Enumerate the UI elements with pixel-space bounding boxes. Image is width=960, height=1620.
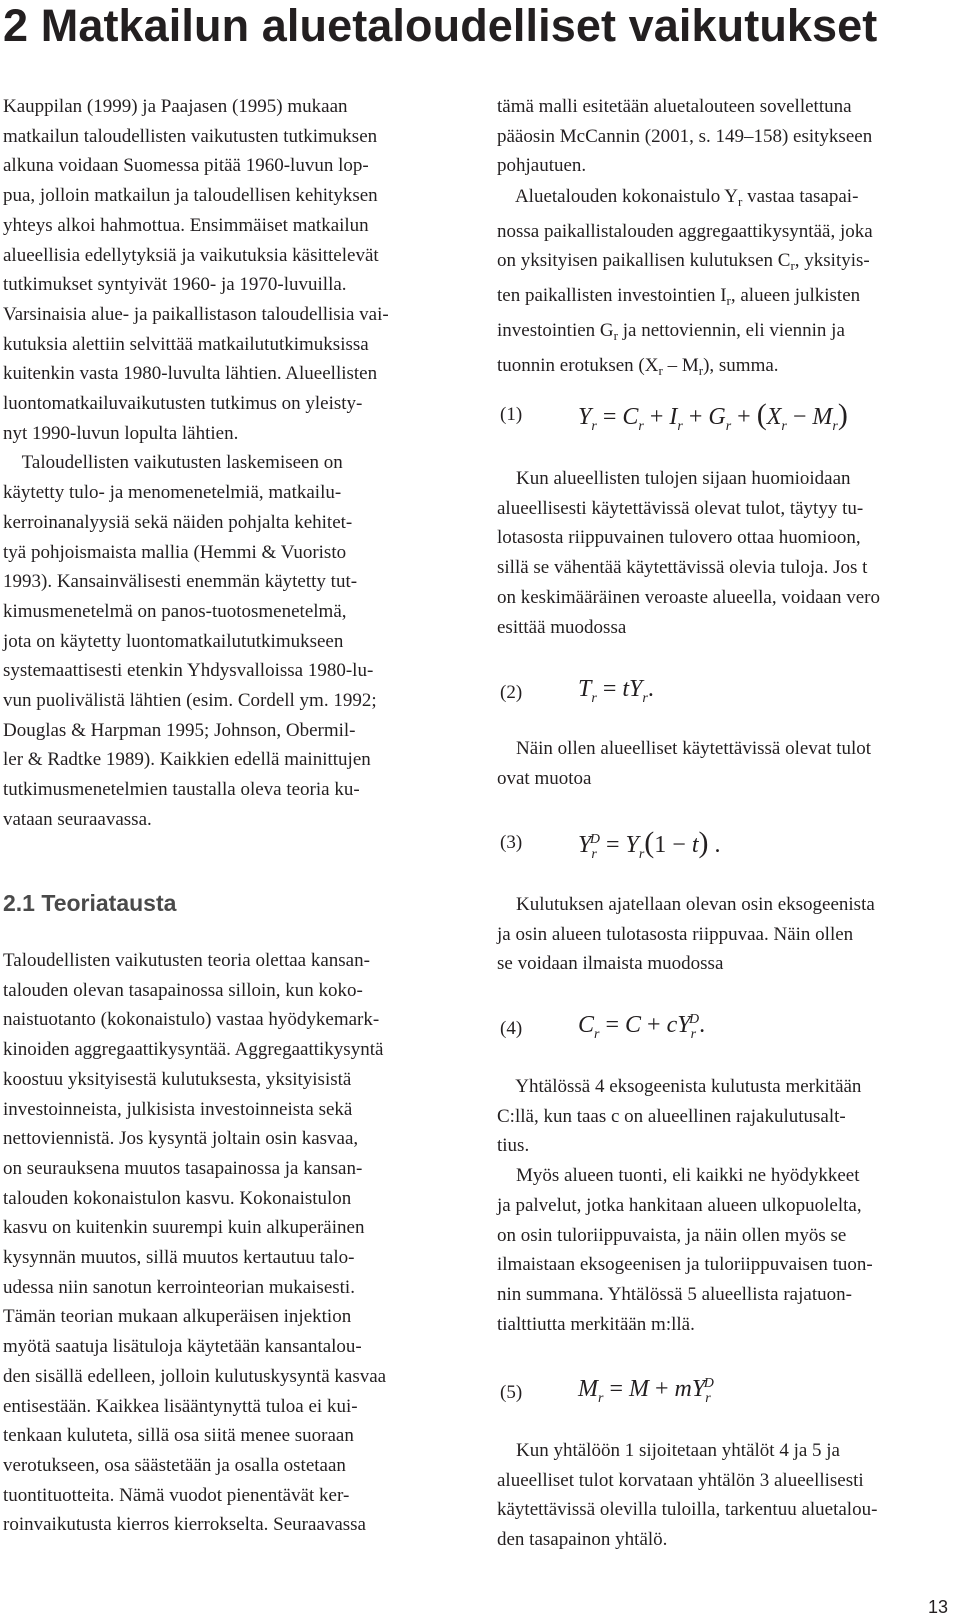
text-line: koostuu yksityisestä kulutuksesta, yksityisistä — [3, 1068, 352, 1090]
text-fragment: Aluetalouden kokonaistulo Y — [497, 186, 738, 207]
text-fragment: ten paikallisten investointien I — [497, 285, 727, 307]
equation-number: (3) — [500, 832, 523, 853]
left-column-section-text — [3, 946, 455, 1540]
text-line: esittää muodossa — [497, 616, 627, 638]
text-line — [497, 246, 957, 281]
text-line: tius. — [497, 1135, 530, 1157]
text-line: entisestään. Kaikkea lisääntynyttä tuloa ei kui- — [3, 1395, 358, 1417]
text-line: kasvu on kuitenkin suurempi kuin alkuperäinen — [3, 1217, 365, 1239]
subscript: r — [726, 293, 731, 309]
text-line: ja palvelut, jotka hankitaan alueen ulkopuolelta, — [497, 1194, 862, 1216]
text-line: tialttiutta merkitään m:llä. — [497, 1313, 695, 1335]
text-line: Varsinaisia alue- ja paikallistason taloudellisia vai- — [3, 303, 389, 325]
text-line: alueellisia edellytyksiä ja vaikutuksia käsittelevät — [3, 244, 379, 266]
text-line: udessa niin sanotun kerrointeorian mukaisesti. — [3, 1276, 355, 1298]
equation-number: (1) — [500, 404, 523, 425]
text-line: verotukseen, osa säästetään ja osalla ostetaan — [3, 1454, 346, 1476]
text-line: matkailun taloudellisten vaikutusten tutkimuksen — [3, 125, 378, 147]
equation-5 — [500, 1376, 960, 1416]
right-block-3 — [497, 464, 957, 642]
text-line: on osin tuloriippuvaista, ja näin ollen myös se — [497, 1224, 847, 1246]
text-line: se voidaan ilmaista muodossa — [497, 953, 724, 975]
text-line — [497, 281, 957, 316]
text-line: vataan seuraavassa. — [3, 808, 152, 830]
equation-formula: $T_r = tY_r$. — [578, 676, 654, 706]
equation-formula: $C_r = C + cY_r^D$. — [578, 1012, 706, 1042]
text-line: nin summana. Yhtälössä 5 alueellista rajatuon- — [497, 1283, 852, 1305]
text-line: nettoviennistä. Jos kysyntä joltain osin kasvaa, — [3, 1128, 359, 1150]
text-line: Kauppilan (1999) ja Paajasen (1995) mukaan — [3, 96, 348, 117]
text-line: pohjautuen. — [497, 155, 587, 177]
text-line: kuitenkin vasta 1980-luvulta lähtien. Alueellisten — [3, 363, 378, 385]
text-line: den sisällä edelleen, jolloin kulutuskysyntä kasvaa — [3, 1365, 387, 1387]
text-line: tutkimusmenetelmien taustalla oleva teoria ku- — [3, 779, 360, 801]
text-line: alkuna voidaan Suomessa pitää 1960-luvun lop- — [3, 155, 369, 177]
text-line — [497, 182, 957, 217]
text-line: alueelliset tulot korvataan yhtälön 3 alueellisesti — [497, 1469, 864, 1491]
text-line: Douglas & Harpman 1995; Johnson, Obermil- — [3, 719, 356, 741]
text-line: tyä pohjoismaista mallia (Hemmi & Vuoristo — [3, 541, 347, 563]
equation-1 — [500, 398, 960, 438]
equation-4 — [500, 1012, 960, 1052]
text-line — [497, 217, 957, 247]
text-fragment: tuonnin erotuksen (X — [497, 354, 659, 376]
right-block-6 — [497, 1072, 957, 1339]
text-line: C:llä, kun taas c on alueellinen rajakulutusalt- — [497, 1105, 846, 1127]
page-title: 2 Matkailun aluetaloudelliset vaikutukset — [3, 0, 878, 51]
text-line: ilmaistaan eksogeenisen ja tuloriippuvaisen tuon- — [497, 1254, 873, 1276]
page-number: 13 — [927, 1597, 948, 1617]
text-line: Näin ollen alueelliset käytettävissä olevat tulot — [497, 738, 872, 759]
subscript: r — [613, 327, 618, 343]
text-fragment: vastaa tasapai- — [742, 186, 859, 207]
right-block-7 — [497, 1436, 957, 1555]
text-line: ja osin alueen tulotasosta riippuvaa. Näin ollen — [497, 923, 854, 945]
text-line: vun puolivälistä lähtien (esim. Cordell ym. 1992; — [3, 690, 377, 712]
right-block-5 — [497, 890, 957, 979]
text-line: tämä malli esitetään aluetalouteen sovellettuna — [497, 96, 852, 117]
text-fragment: nossa paikallistalouden aggregaattikysyntää, joka — [497, 220, 873, 242]
text-line: on seurauksena muutos tasapainossa ja kansan- — [3, 1157, 363, 1179]
text-line: systemaattisesti etenkin Yhdysvalloissa 1980-lu- — [3, 660, 374, 682]
subscript: r — [790, 258, 795, 274]
text-line: ovat muotoa — [497, 767, 592, 789]
left-column — [3, 92, 455, 835]
text-line: nyt 1990-luvun lopulta lähtien. — [3, 422, 239, 444]
text-line: käytettävissä olevilla tuloilla, tarkentuu aluetalou- — [497, 1499, 878, 1521]
text-line: pua, jolloin matkailun ja taloudellisen kehityksen — [3, 185, 378, 207]
text-fragment: ja nettoviennin, eli viennin ja — [617, 319, 845, 341]
text-line: on keskimääräinen veroaste alueella, voidaan vero — [497, 586, 880, 608]
subscript: r — [738, 194, 743, 209]
text-fragment: , yksityis- — [794, 250, 870, 272]
equation-formula: $Y_r^D = Y_r(1 - t)$ . — [578, 826, 721, 862]
section-heading: 2.1 Teoriatausta — [3, 890, 177, 916]
text-line: Kun alueellisten tulojen sijaan huomioidaan — [497, 468, 851, 489]
equation-2 — [500, 676, 960, 716]
text-line: lotasosta riippuvainen tulovero ottaa huomioon, — [497, 527, 861, 549]
text-line: luontomatkailuvaikutusten tutkimus on yleisty- — [3, 393, 363, 415]
text-line: pääosin McCannin (2001, s. 149–158) esitykseen — [497, 125, 873, 147]
text-line: kerroinanalyysiä sekä näiden pohjalta kehitet- — [3, 511, 353, 533]
text-line: kimusmenetelmä on panos-tuotosmenetelmä, — [3, 600, 347, 622]
text-line: ler & Radtke 1989). Kaikkien edellä mainittujen — [3, 749, 371, 771]
text-line: tuontituotteita. Nämä vuodot pienentävät ker- — [3, 1484, 350, 1506]
text-line: kinoiden aggregaattikysyntää. Aggregaattikysyntä — [3, 1039, 384, 1061]
equation-number: (4) — [500, 1018, 523, 1039]
text-line: sillä se vähentää käytettävissä olevia tuloja. Jos t — [497, 557, 868, 579]
text-line: myötä saatuja lisätuloja käytetään kansantalou- — [3, 1336, 362, 1358]
text-line: naistuotanto (kokonaistulo) vastaa hyödykemark- — [3, 1009, 380, 1031]
text-line: kutuksia alettiin selvittää matkailututkimuksissa — [3, 333, 369, 355]
text-line: yhteys alkoi hahmottua. Ensimmäiset matkailun — [3, 214, 369, 236]
equation-3 — [500, 826, 960, 866]
text-line: 1993). Kansainvälisesti enemmän käytetty tut- — [3, 571, 358, 593]
text-line: tenkaan kuluteta, sillä osa siitä menee suoraan — [3, 1425, 354, 1447]
text-fragment: investointien G — [497, 319, 614, 341]
equation-number: (5) — [500, 1382, 523, 1403]
equation-formula: $M_r = M + mY_r^D$ — [578, 1376, 714, 1406]
text-line: den tasapainon yhtälö. — [497, 1529, 668, 1551]
text-line: Yhtälössä 4 eksogeenista kulutusta merkitään — [497, 1076, 862, 1097]
right-block-1 — [497, 92, 957, 181]
text-line: Kulutuksen ajatellaan olevan osin eksogeenista — [497, 894, 875, 915]
text-fragment: ), summa. — [703, 354, 779, 376]
text-line: Myös alueen tuonti, eli kaikki ne hyödykkeet — [497, 1165, 860, 1187]
text-line: jota on käytetty luontomatkailututkimukseen — [3, 630, 344, 652]
text-line — [497, 316, 957, 351]
text-line: käytetty tulo- ja menomenetelmiä, matkailu- — [3, 482, 342, 504]
text-fragment: – M — [662, 354, 699, 376]
text-line: investoinneista, julkisista investoinneista sekä — [3, 1098, 353, 1120]
equation-formula: $Y_r = C_r + I_r + G_r + (X_r - M_r)$ — [578, 398, 848, 434]
text-line: tutkimukset syntyivät 1960- ja 1970-luvuilla. — [3, 274, 347, 296]
text-line: alueellisesti käytettävissä olevat tulot, täytyy tu- — [497, 497, 864, 519]
subscript: r — [698, 362, 704, 378]
text-line: talouden olevan tasapainossa silloin, kun koko- — [3, 979, 363, 1001]
text-line — [497, 351, 957, 386]
right-block-4 — [497, 734, 957, 793]
text-line: Taloudellisten vaikutusten teoria olettaa kansan- — [3, 950, 370, 971]
text-line: Kun yhtälöön 1 sijoitetaan yhtälöt 4 ja 5 ja — [497, 1440, 840, 1461]
text-line: Tämän teorian mukaan alkuperäisen injektion — [3, 1306, 352, 1328]
text-line: Taloudellisten vaikutusten laskemiseen on — [3, 452, 343, 474]
right-block-2 — [497, 182, 957, 385]
text-line: talouden kokonaistulon kasvu. Kokonaistulon — [3, 1187, 352, 1209]
text-line: roinvaikutusta kierros kierrokselta. Seuraavassa — [3, 1514, 366, 1536]
text-fragment: , alueen julkisten — [730, 285, 861, 307]
subscript: r — [658, 362, 663, 378]
text-fragment: on yksityisen paikallisen kulutuksen C — [497, 250, 791, 272]
equation-number: (2) — [500, 682, 523, 703]
text-line: kysynnän muutos, sillä muutos kertautuu talo- — [3, 1247, 355, 1269]
